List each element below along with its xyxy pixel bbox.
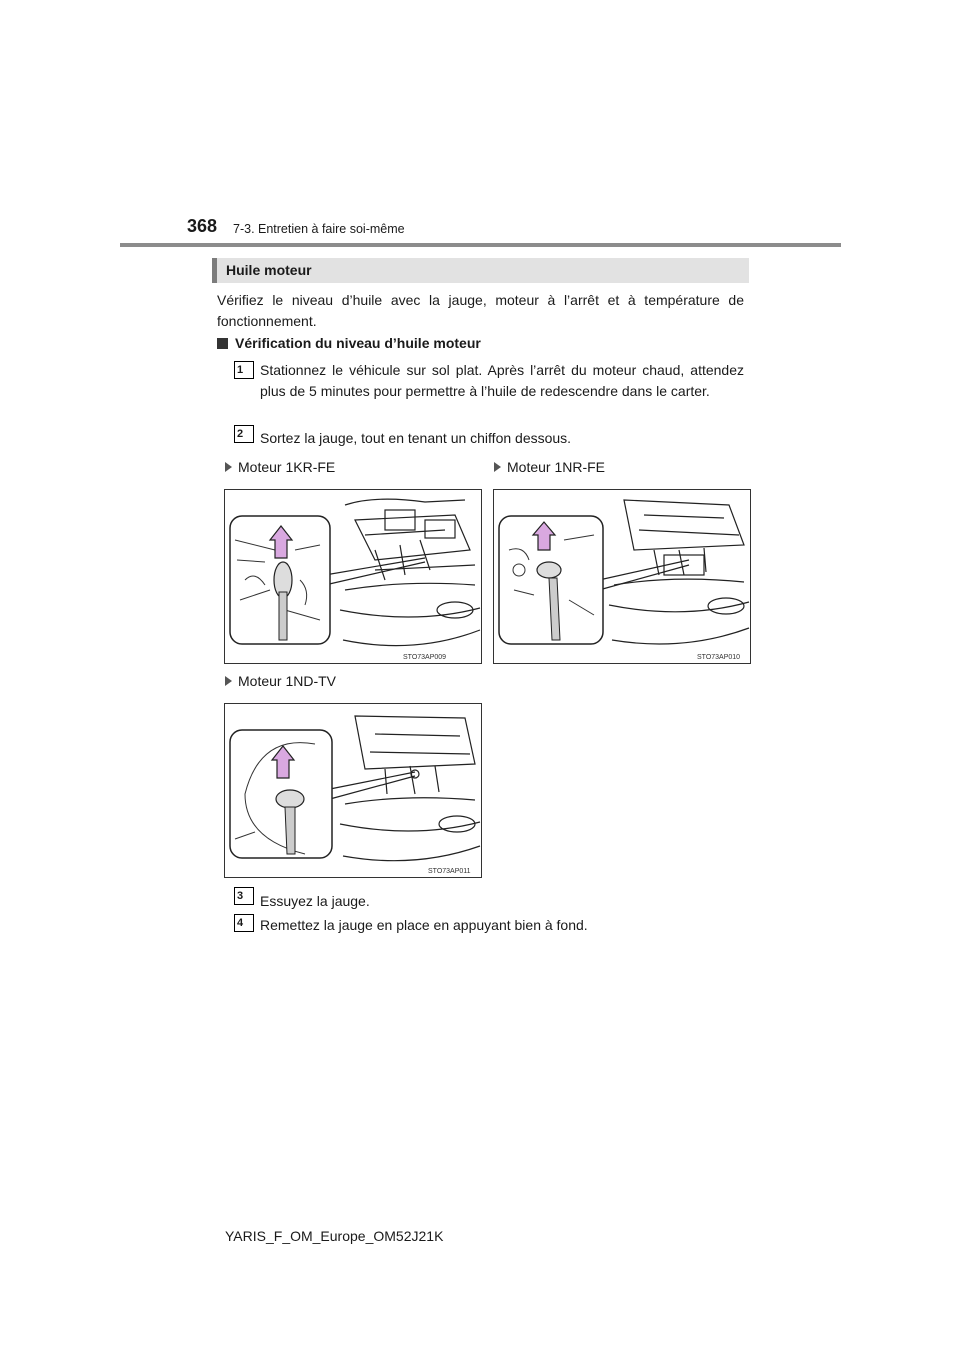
triangle-bullet-icon (225, 676, 232, 686)
footer-document-code: YARIS_F_OM_Europe_OM52J21K (225, 1228, 444, 1244)
step-number-4: 4 (234, 914, 254, 932)
triangle-bullet-icon (494, 462, 501, 472)
step-text-2: Sortez la jauge, tout en tenant un chiffon dessous. (260, 430, 572, 446)
figure-code-1nd: STO73AP011 (428, 868, 471, 875)
page-number: 368 (187, 216, 218, 236)
figure-caption-1nd (225, 673, 336, 689)
square-bullet-icon (217, 338, 228, 349)
engine-illustration-1nd (225, 704, 481, 877)
chapter-title: 7-3. Entretien à faire soi-même (233, 222, 405, 236)
figure-1nr-fe (493, 489, 751, 664)
header-rule (120, 243, 841, 247)
subheading (217, 335, 481, 351)
subheading-text: Vérification du niveau d’huile moteur (235, 335, 481, 351)
section-accent (212, 258, 217, 283)
figure-caption-1nd-text: Moteur 1ND-TV (238, 673, 337, 689)
step-text-3: Essuyez la jauge. (260, 893, 370, 909)
figure-1kr-fe (224, 489, 482, 664)
step-number-1: 1 (234, 361, 254, 379)
section-header (212, 258, 749, 283)
engine-illustration-1nr (494, 490, 750, 663)
step-text-1: Stationnez le véhicule sur sol plat. Après l’arrêt du moteur chaud, attendez plus de 5 minutes pour permettre à l’huile de redescendre dans le carter. (260, 362, 744, 399)
step-text-4: Remettez la jauge en place en appuyant bien à fond. (260, 917, 588, 933)
triangle-bullet-icon (225, 462, 232, 472)
step-number-2: 2 (234, 425, 254, 443)
figure-caption-1kr (225, 459, 335, 475)
figure-code-1kr: STO73AP009 (403, 654, 447, 661)
intro-paragraph: Vérifiez le niveau d’huile avec la jauge, moteur à l’arrêt et à température de fonctionnement. (217, 292, 744, 329)
section-title: Huile moteur (226, 262, 312, 278)
figure-caption-1nr (494, 459, 605, 475)
engine-illustration-1kr (225, 490, 481, 663)
figure-caption-1nr-text: Moteur 1NR-FE (507, 459, 606, 475)
figure-code-1nr: STO73AP010 (697, 654, 741, 661)
figure-1nd-tv (224, 703, 482, 878)
step-number-3: 3 (234, 887, 254, 905)
figure-caption-1kr-text: Moteur 1KR-FE (238, 459, 336, 475)
